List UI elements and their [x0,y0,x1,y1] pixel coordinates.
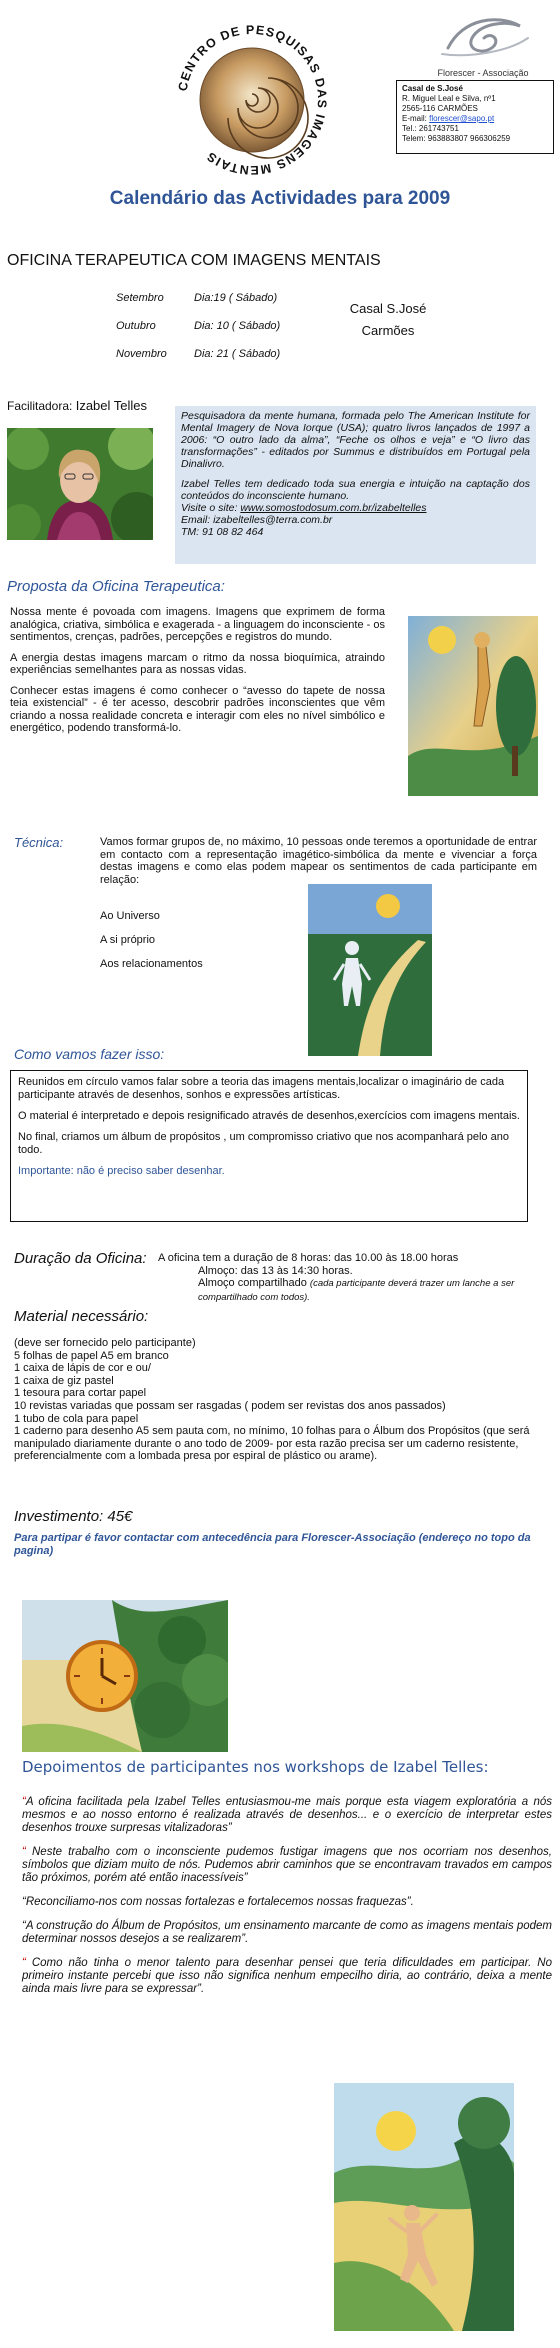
bio-paragraph-2: Izabel Telles tem dedicado toda sua energia e intuição na captação dos conteúdos do inconsciente humano. [181,478,530,502]
list-item: 5 folhas de papel A5 em branco [14,1349,169,1362]
list-item: (deve ser fornecido pelo participante) [14,1337,196,1349]
address-telem: Telem: 963883807 966306259 [402,134,511,143]
facilitator-label: Facilitadora: [7,399,73,413]
duracao-line-1: A oficina tem a duração de 8 horas: das 10.00 às 18.00 horas [158,1252,459,1264]
facilitator-name: Izabel Telles [75,398,148,413]
duracao-line-3: Almoço compartilhado [198,1277,307,1289]
como-paragraph-2: O material é interpretado e depois resignificado através de desenhos,exercícios com imagens mentais. [18,1110,520,1122]
list-item: “A oficina facilitada pela Izabel Telles entusiasmou-me mais porque esta viagem exploratória a nós mesmos e ao nosso entorno é realizada através de desenhos... e o exercício de interpretar estes desenhos trouxe surpresas vitalizadoras” [22,1796,552,1834]
schedule-day-1: Dia:19 ( Sábado) [194,292,278,304]
list-item: A si próprio [100,934,156,946]
schedule-month-2: Outubro [116,320,156,332]
list-item: 1 tubo de cola para papel [14,1412,139,1425]
quote-mark: “ [22,1846,26,1858]
list-item: “ Como não tinha o menor talento para desenhar pensei que teria dificuldades em participar. No primeiro instante percebi que isso não significa nenhum empecilho diria, ao contrário, deixa a mente ainda mais livre para se expressar”. [22,1957,552,1995]
address-city: 2565-116 CARMÕES [402,104,478,113]
list-item: 1 caderno para desenho A5 sem pauta com, no mínimo, 10 folhas para o Álbum dos Propósitos (que será manipulado diariamente durante o ano todo de 2009- por esta razão precisa ser um caderno resistente, preferencialmente com a lombada presa por espiral de plástico ou arame). [14,1425,530,1463]
proposta-text [10,606,385,740]
list-item: Aos relacionamentos [100,958,203,970]
como-paragraph-1: Reunidos em círculo vamos falar sobre a teoria das imagens mentais,localizar o imaginário de cada participante através de desenhos, sonhos e expressões artísticas. [18,1076,505,1101]
contact-note: Para partipar é favor contactar com antecedência para Florescer-Associação (endereço no topo da pagina) [14,1532,531,1557]
como-paragraph-3: No final, criamos um álbum de propósitos , um compromisso criativo que nos acompanhará pelo ano todo. [18,1131,509,1156]
address-tel: Tel.: 261743751 [402,124,459,133]
bio-paragraph-1: Pesquisadora da mente humana, formada pelo The American Institute for Mental Imagery de Nova Iorque (USA); quatro livros lançados de 1997 a 2006: “O outro lado da alma”, “Feche os olhos e veja” e “O livro das transformações” - editados por Summus e distribuídos em Portugal pela Dinalivro. [181,410,530,470]
email-label: E-mail: [402,114,427,123]
workshop-title: OFICINA TERAPEUTICA COM IMAGENS MENTAIS [7,252,381,269]
depoimentos-heading: Depoimentos de participantes nos workshops de Izabel Telles: [22,1758,489,1776]
depoimentos-list [22,1796,552,2007]
material-list [14,1337,544,1463]
proposta-heading: Proposta da Oficina Terapeutica: [7,578,225,595]
tecnica-text: Vamos formar grupos de, no máximo, 10 pessoas onde teremos a oportunidade de entrar em contacto com a representação imagético-simbólica da mente e vivenciar a força destas imagens e como elas podem mapear os sentimentos de cada participante em relação: [100,836,537,886]
list-item: “Reconciliamo-nos com nossas fortalezas e fortalecemos nossas fraquezas”. [22,1896,414,1908]
list-item: 1 caixa de lápis de cor e ou/ [14,1362,151,1375]
org-name: Florescer - Associação [437,68,529,78]
bio-tm: TM: 91 08 82 464 [181,526,264,538]
tecnica-list [100,904,203,976]
painting-figure-tree [408,616,538,796]
schedule-day-2: Dia: 10 ( Sábado) [194,320,281,332]
facilitator [7,398,147,413]
quote-mark: “ [22,1957,26,1969]
venue [338,298,438,342]
proposta-paragraph-1: Nossa mente é povoada com imagens. Imagens que exprimem de forma analógica, criativa, simbólica e exagerada - a linguagem do inconsciente - os sentimentos, crenças, padrões, percepções e registros do mundo. [10,606,385,643]
bio-site-label: Visite o site: [181,502,238,514]
proposta-paragraph-2: A energia destas imagens marcam o ritmo da nossa bioquímica, atraindo experiências semelhantes para as nossas vidas. [10,651,385,676]
list-item: “ Neste trabalho com o inconsciente pudemos fustigar imagens que nos ocorriam nos desenhos, símbolos que diziam muito de nós. Pudemos abrir caminhos que se encontravam travados em campos tão próximos, porém até então inacessíveis” [22,1846,552,1884]
swirl-icon [428,8,538,62]
address-street: R. Miguel Leal e Silva, nº1 [402,94,496,103]
address-box [396,80,554,154]
list-item: 1 tesoura para cortar papel [14,1387,147,1400]
duracao-line-2: Almoço: das 13 às 14:30 horas. [198,1264,353,1277]
como-note: Importante: não é preciso saber desenhar. [18,1165,225,1177]
painting-runner [334,2083,514,2331]
florescer-logo [428,8,538,78]
schedule-month-3: Novembro [116,348,167,360]
como-heading: Como vamos fazer isso: [14,1046,165,1062]
list-item: 10 revistas variadas que possam ser rasgadas ( podem ser revistas dos anos passados) [14,1399,446,1412]
proposta-paragraph-3: Conhecer estas imagens é como conhecer o “avesso do tapete de nossa teia existencial” - é ter acesso, descobrir padrões inconscientes que vêm criando a nossa realidade concreta e interagir com eles no nível simbólico e energético, podendo transformá-lo. [10,684,385,734]
venue-line-1: Casal S.José [349,301,427,316]
schedule-month-1: Setembro [116,292,164,304]
list-item: 1 caixa de giz pastel [14,1374,114,1387]
list-item: “A construção do Álbum de Propósitos, um ensinamento marcante de como as imagens mentais podem determinar nossos desejos a se realizarem”. [22,1920,552,1945]
duracao-text [158,1252,560,1304]
page-title: Calendário das Actividades para 2009 [109,188,451,209]
venue-line-2: Carmões [361,323,415,338]
painting-clock-tree [22,1600,228,1752]
duracao-line-3-note: (cada participante deverá trazer um lanche a ser compartilhado com todos). [198,1278,515,1303]
address-name: Casal de S.José [402,84,463,93]
bio-site-link[interactable]: www.somostodosum.com.br/izabeltelles [240,502,427,514]
material-heading: Material necessário: [14,1308,149,1325]
quote-mark: “ [22,1796,26,1808]
schedule-day-3: Dia: 21 ( Sábado) [194,348,281,360]
facilitator-photo [7,428,153,540]
seal-logo [172,20,332,180]
investimento: Investimento: 45€ [14,1508,133,1525]
list-item: Ao Universo [100,910,160,922]
duracao-heading: Duração da Oficina: [14,1250,147,1267]
painting-figure-path [308,884,432,1056]
bio-email[interactable]: Email: izabeltelles@terra.com.br [181,514,333,526]
tecnica-heading: Técnica: [14,835,64,850]
org-email-link[interactable]: florescer@sapo.pt [429,114,495,123]
seal-ring-text: CENTRO DE PESQUISAS DAS IMAGENS MENTAIS [175,22,330,178]
bio-box [175,406,536,564]
como-box [10,1070,528,1222]
